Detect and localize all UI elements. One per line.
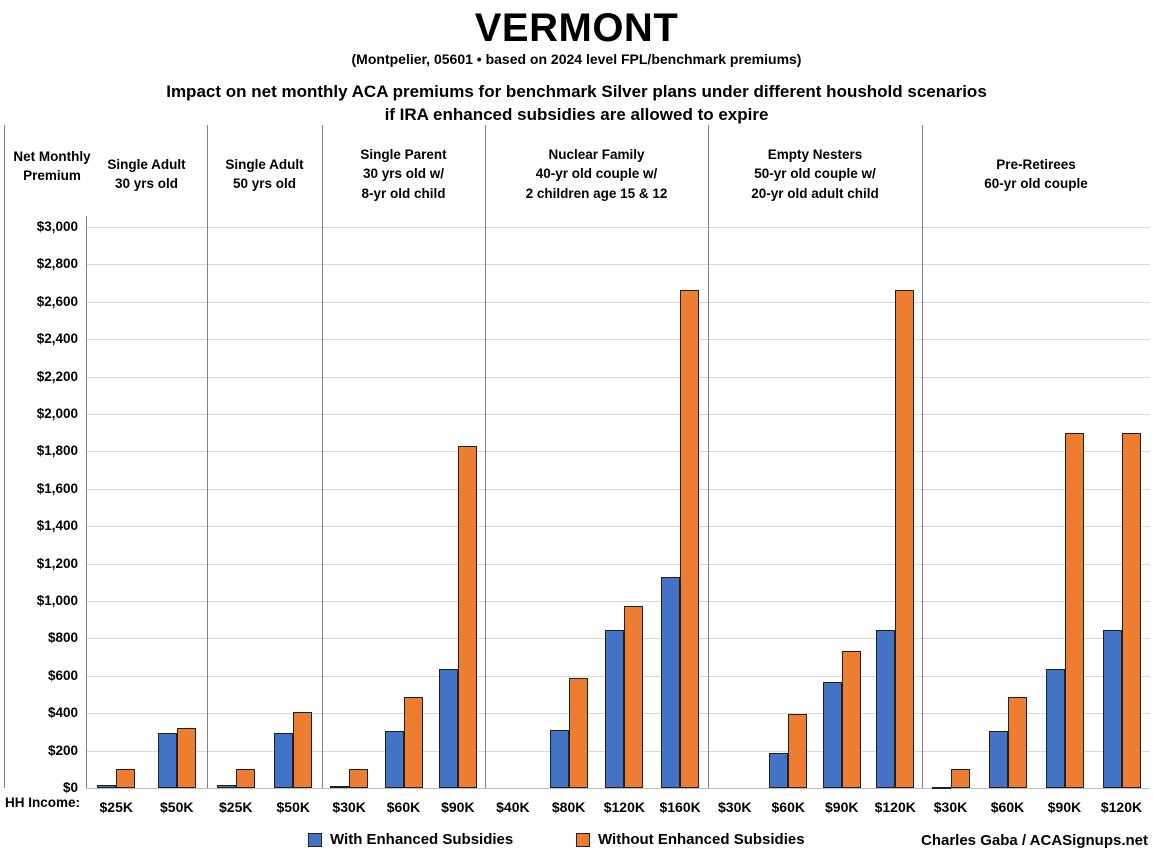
legend-swatch-blue [308,833,322,847]
panel-divider [922,125,923,788]
bar-with-enhanced-subsidies [932,787,951,789]
income-label: $30K [718,799,752,815]
bar-with-enhanced-subsidies [1103,630,1122,788]
gridline [86,451,1150,452]
y-axis-line [86,216,87,788]
income-label: $90K [825,799,859,815]
bar-without-enhanced-subsidies [116,769,135,788]
y-axis-tick-label: $2,800 [36,256,78,272]
legend-swatch-orange [576,833,590,847]
bar-without-enhanced-subsidies [842,651,861,788]
income-label: $40K [496,799,530,815]
legend-label: Without Enhanced Subsidies [598,831,805,848]
legend-item-without-enhanced-subsidies [576,831,805,848]
chart-left-border [4,125,5,788]
chart-location-subtitle: (Montpelier, 05601 • based on 2024 level FPL/benchmark premiums) [351,51,802,67]
y-axis-tick-label: $2,400 [36,331,78,347]
gridline [86,526,1150,527]
income-label: $25K [219,799,253,815]
gridline [86,227,1150,228]
y-axis-tick-label: $0 [62,780,78,795]
bar-without-enhanced-subsidies [951,769,970,788]
gridline [86,302,1150,303]
legend-item-with-enhanced-subsidies [308,831,513,848]
panel-divider [708,125,709,788]
gridline [86,377,1150,378]
y-axis-tick-label: $1,800 [36,443,78,459]
bar-with-enhanced-subsidies [661,577,680,788]
bar-without-enhanced-subsidies [680,290,699,788]
y-axis-tick-label: $1,000 [36,593,78,608]
bar-with-enhanced-subsidies [330,786,349,788]
panel-title: Single Adult 30 yrs old [107,156,186,191]
y-axis-tick-label: $1,200 [36,555,78,571]
bar-with-enhanced-subsidies [385,731,404,788]
panel-divider [207,125,208,788]
gridline [86,264,1150,265]
bar-without-enhanced-subsidies [236,769,255,788]
bar-without-enhanced-subsidies [1008,697,1027,788]
bar-without-enhanced-subsidies [788,714,807,788]
income-label: $60K [386,799,421,815]
bar-with-enhanced-subsidies [769,753,788,788]
bar-with-enhanced-subsidies [439,669,458,788]
income-label: $60K [771,799,805,815]
y-axis-tick-label: $800 [47,630,78,646]
panel-divider [485,125,486,788]
panel-title: Nuclear Family 40-yr old couple w/ 2 children age 15 & 12 [525,146,668,201]
income-label: $80K [551,799,586,815]
bar-without-enhanced-subsidies [895,290,914,788]
bar-without-enhanced-subsidies [404,697,423,788]
y-axis-tick-label: $1,600 [36,480,78,496]
bar-without-enhanced-subsidies [458,446,477,788]
income-label: $30K [332,799,366,815]
y-axis-tick-label: $1,400 [36,518,78,534]
bar-without-enhanced-subsidies [293,712,312,788]
bar-without-enhanced-subsidies [1122,433,1141,788]
y-axis-title: Net Monthly Premium [13,149,91,183]
bar-without-enhanced-subsidies [349,769,368,788]
chart-subtitle-line1: Impact on net monthly ACA premiums for benchmark Silver plans under different houshold scenarios [166,82,987,101]
bar-with-enhanced-subsidies [97,785,116,788]
credit-attribution: Charles Gaba / ACASignups.net [921,832,1148,849]
panel-title: Pre-Retirees 60-yr old couple [984,156,1088,191]
legend-label: With Enhanced Subsidies [330,831,514,848]
panel-title: Single Parent 30 yrs old w/ 8-yr old child [360,146,447,201]
bar-without-enhanced-subsidies [624,606,643,788]
income-label: $120K [1100,799,1143,815]
x-axis-label: HH Income: [5,795,81,810]
bar-without-enhanced-subsidies [569,678,588,788]
gridline [86,788,1150,789]
gridline [86,601,1150,602]
bar-with-enhanced-subsidies [158,733,177,788]
y-axis-tick-label: $400 [47,705,78,721]
y-axis-tick-label: $3,000 [36,219,78,234]
income-label: $120K [603,799,645,815]
income-label: $90K [441,799,475,815]
y-axis-tick-label: $600 [47,667,78,683]
bar-with-enhanced-subsidies [605,630,624,788]
gridline [86,339,1150,340]
bar-with-enhanced-subsidies [217,785,236,788]
bar-with-enhanced-subsidies [550,730,569,788]
gridline [86,564,1150,565]
income-label: $60K [990,799,1025,815]
panel-title: Single Adult 50 yrs old [225,156,304,191]
y-axis-tick-label: $2,000 [36,406,78,421]
gridline [86,489,1150,490]
income-label: $30K [933,799,968,815]
chart-title: VERMONT [474,6,679,50]
panel-divider [322,125,323,788]
bar-with-enhanced-subsidies [1046,669,1065,788]
bar-without-enhanced-subsidies [1065,433,1084,788]
bar-without-enhanced-subsidies [177,728,196,788]
income-label: $50K [276,799,310,815]
bar-with-enhanced-subsidies [823,682,842,788]
income-label: $25K [99,799,133,815]
bar-with-enhanced-subsidies [876,630,895,788]
chart-subtitle-line2: if IRA enhanced subsidies are allowed to expire [384,105,769,124]
income-label: $50K [160,799,194,815]
income-label: $90K [1047,799,1082,815]
gridline [86,414,1150,415]
panel-title: Empty Nesters 50-yr old couple w/ 20-yr old adult child [751,146,879,201]
income-label: $160K [659,799,701,815]
y-axis-tick-label: $2,600 [36,293,78,309]
y-axis-tick-label: $2,200 [36,368,78,384]
income-label: $120K [874,799,916,815]
bar-with-enhanced-subsidies [274,733,293,788]
y-axis-tick-label: $200 [47,742,78,758]
bar-with-enhanced-subsidies [989,731,1008,788]
